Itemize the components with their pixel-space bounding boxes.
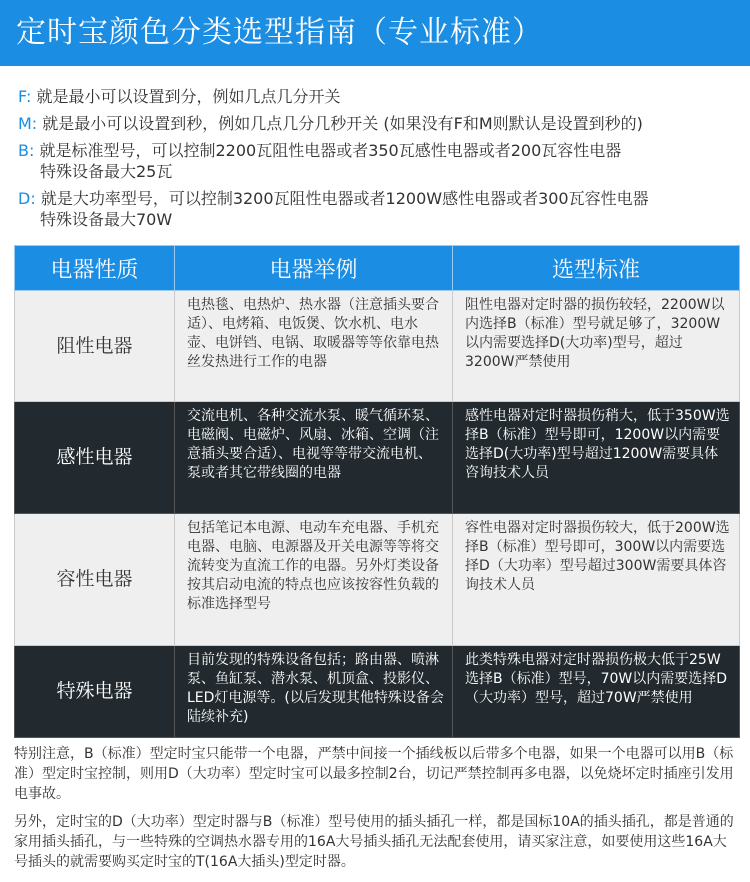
note-paragraph: 另外，定时宝的D（大功率）型定时器与B（标准）型号使用的插头插孔一样，都是国标10A的插头插孔，都是普通的家用插头插孔，与一些特殊的空调热水器专用的16A大号插头插孔无法配套使用，请买家注意，如要使用这些16A大号插头的就需要购买定时宝的T(16A大插头)型定时器。 bbox=[14, 814, 734, 870]
definition-b bbox=[18, 140, 738, 182]
table-header-row bbox=[15, 246, 740, 291]
column-header-examples: 电器举例 bbox=[175, 246, 453, 291]
table-row bbox=[15, 646, 740, 738]
row-category: 阻性电器 bbox=[15, 291, 175, 402]
selection-table bbox=[14, 245, 740, 738]
definition-key: M: bbox=[18, 114, 38, 133]
definition-text-line2: 特殊设备最大70W bbox=[40, 210, 173, 229]
definitions-list bbox=[18, 86, 738, 236]
definition-m bbox=[18, 113, 738, 134]
note-paragraph: 特别注意，B（标准）型定时宝只能带一个电器，严禁中间接一个插线板以后带多个电器，如果一个电器可以用B（标准）型定时宝控制，则用D（大功率）型定时宝可以最多控制2台，切记严禁控制再多电器，以免烧坏定时插座引发用电事故。 bbox=[14, 746, 734, 802]
definition-key: F: bbox=[18, 87, 32, 106]
header-banner bbox=[0, 0, 750, 66]
table-row bbox=[15, 402, 740, 514]
definition-text: 就是标准型号，可以控制2200瓦阻性电器或者350瓦感性电器或者200瓦容性电器 bbox=[39, 141, 622, 160]
definition-d bbox=[18, 188, 738, 230]
definition-text: 就是最小可以设置到秒，例如几点几分几秒开关 (如果没有F和M则默认是设置到秒的) bbox=[42, 114, 643, 133]
column-header-standard: 选型标准 bbox=[453, 246, 740, 291]
row-standard: 此类特殊电器对定时器损伤极大低于25W选择B（标准）型号，70W以内需要选择D（大功率）型号，超过70W严禁使用 bbox=[453, 646, 740, 738]
definition-text: 就是最小可以设置到分，例如几点几分开关 bbox=[36, 87, 341, 106]
row-standard: 感性电器对定时器损伤稍大，低于350W选择B（标准）型号即可，1200W以内需要选择D(大功率)型号超过1200W需要具体咨询技术人员 bbox=[453, 402, 740, 514]
definition-key: D: bbox=[18, 189, 36, 208]
table-row bbox=[15, 291, 740, 402]
definition-text-line2: 特殊设备最大25瓦 bbox=[40, 162, 173, 181]
row-category: 容性电器 bbox=[15, 514, 175, 646]
row-standard: 阻性电器对定时器的损伤较轻，2200W以内选择B（标准）型号就足够了，3200W以内需要选择D(大功率)型号，超过3200W严禁使用 bbox=[453, 291, 740, 402]
row-standard: 容性电器对定时器损伤较大，低于200W选择B（标准）型号即可，300W以内需要选择D（大功率）型号超过300W需要具体咨询技术人员 bbox=[453, 514, 740, 646]
row-examples: 交流电机、各种交流水泵、暖气循环泵、电磁阀、电磁炉、风扇、冰箱、空调（注意插头要合适）、电视等等带交流电机、泵或者其它带线圈的电器 bbox=[175, 402, 453, 514]
row-examples: 包括笔记本电源、电动车充电器、手机充电器、电脑、电源器及开关电源等等将交流转变为直流工作的电器。另外灯类设备按其启动电流的特点也应该按容性负载的标准选择型号 bbox=[175, 514, 453, 646]
row-category: 感性电器 bbox=[15, 402, 175, 514]
column-header-type: 电器性质 bbox=[15, 246, 175, 291]
page-title: 定时宝颜色分类选型指南（专业标准） bbox=[16, 15, 543, 50]
row-category: 特殊电器 bbox=[15, 646, 175, 738]
notes-section bbox=[14, 744, 738, 880]
definition-text: 就是大功率型号，可以控制3200瓦阻性电器或者1200W感性电器或者300瓦容性电器 bbox=[40, 189, 649, 208]
row-examples: 目前发现的特殊设备包括；路由器、喷淋泵、鱼缸泵、潜水泵、机顶盒、投影仪、LED灯电源等。(以后发现其他特殊设备会陆续补充) bbox=[175, 646, 453, 738]
table-row bbox=[15, 514, 740, 646]
definition-key: B: bbox=[18, 141, 35, 160]
definition-f bbox=[18, 86, 738, 107]
row-examples: 电热毯、电热炉、热水器（注意插头要合适）、电烤箱、电饭煲、饮水机、电水壶、电饼铛、电锅、取暖器等等依靠电热丝发热进行工作的电器 bbox=[175, 291, 453, 402]
